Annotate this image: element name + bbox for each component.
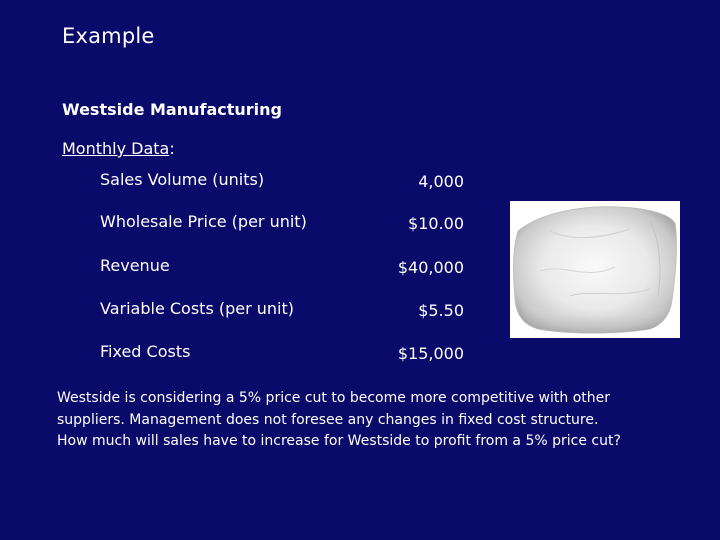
pillow-image <box>510 201 680 338</box>
data-label: Sales Volume (units) <box>100 170 265 189</box>
data-label: Fixed Costs <box>100 342 191 361</box>
pillow-photo-icon <box>510 201 680 338</box>
question-paragraph <box>57 388 677 453</box>
data-label: Revenue <box>100 256 170 275</box>
data-row-fixed-costs <box>100 342 464 366</box>
data-value: $15,000 <box>397 344 464 363</box>
data-value: $40,000 <box>397 258 464 277</box>
section-heading-text: Monthly Data <box>62 139 170 158</box>
data-label: Variable Costs (per unit) <box>100 299 295 318</box>
data-row-variable-costs <box>100 299 464 323</box>
data-label: Wholesale Price (per unit) <box>100 212 307 231</box>
section-heading <box>62 139 175 158</box>
data-row-sales-volume <box>100 170 464 194</box>
section-heading-colon: : <box>169 139 175 158</box>
slide-title: Example <box>62 24 155 48</box>
question-line: Westside is considering a 5% price cut to become more competitive with other <box>57 390 610 406</box>
data-value: 4,000 <box>418 172 464 191</box>
question-line: suppliers. Management does not foresee any changes in fixed cost structure. <box>57 411 599 428</box>
question-line: How much will sales have to increase for Westside to profit from a 5% price cut? <box>57 433 621 449</box>
company-name: Westside Manufacturing <box>62 100 282 119</box>
data-row-wholesale-price <box>100 212 464 236</box>
data-row-revenue <box>100 256 464 280</box>
data-value: $5.50 <box>418 301 464 320</box>
data-value: $10.00 <box>408 214 464 233</box>
